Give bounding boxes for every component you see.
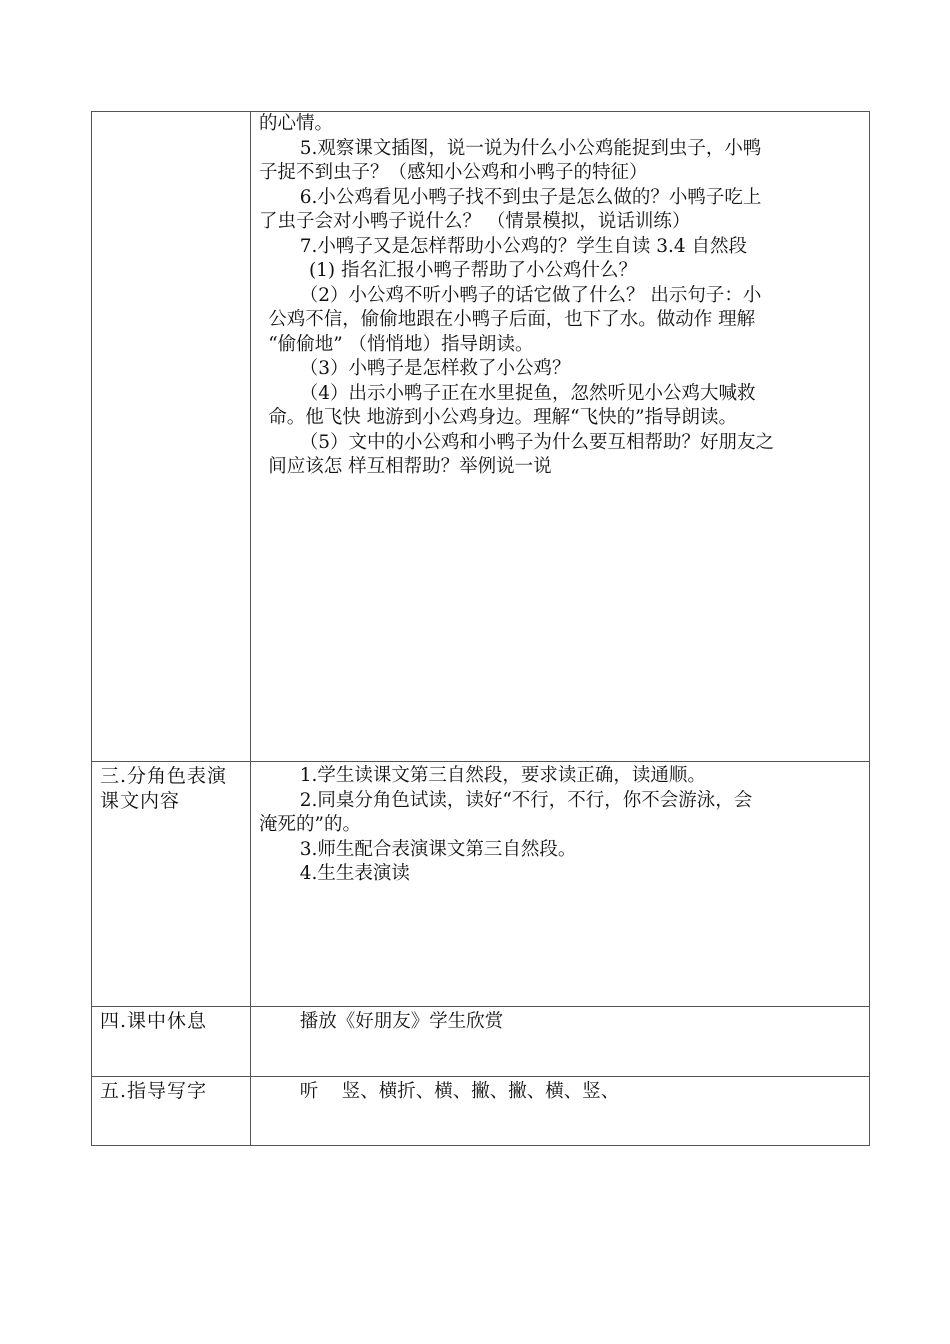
content-line: “偷偷地” （悄悄地）指导朗读。: [268, 333, 534, 355]
content-line: 公鸡不信，偷偷地跟在小鸭子后面，也下了水。做动作 理解: [268, 309, 756, 330]
step-label-cell: 四.课中休息: [92, 1007, 251, 1077]
step-label-cell: [92, 112, 251, 762]
content-line: 4.生生表演读: [299, 863, 410, 884]
content-line: 7.小鸭子又是怎样帮助小公鸡的？学生自读 3.4 自然段: [299, 235, 748, 257]
content-line: 播放《好朋友》学生欣赏: [299, 1011, 504, 1032]
content-line: 了虫子会对小鸭子说什么？ （情景模拟，说话训练）: [259, 211, 691, 232]
content-line: 的心情。: [259, 113, 334, 134]
content-line: 淹死的”的。: [259, 814, 361, 835]
table-row: [92, 1007, 870, 1077]
table-row: [92, 112, 870, 762]
content-line: 2.同桌分角色试读，读好“不行，不行，你不会游泳，会: [299, 789, 753, 811]
lesson-plan-table: [91, 111, 870, 1146]
table-row: [92, 762, 870, 1007]
content-line: （3）小鸭子是怎样救了小公鸡？: [299, 358, 571, 379]
step-label-cell: 五.指导写字: [92, 1077, 251, 1146]
content-line: (1) 指名汇报小鸭子帮助了小公鸡什么？: [308, 260, 638, 281]
content-line: 子捉不到虫子？（感知小公鸡和小鸭子的特征）: [259, 162, 648, 183]
step-content-cell: [251, 762, 870, 1007]
step-label-cell: 三.分角色表演课文内容: [92, 762, 251, 1007]
step-content-cell: [251, 112, 870, 762]
table-row: [92, 1077, 870, 1146]
content-line: （5）文中的小公鸡和小鸭子为什么要互相帮助？好朋友之: [299, 431, 774, 453]
content-line: 间应该怎 样互相帮助？举例说一说: [268, 456, 552, 477]
step-content-cell: [251, 1077, 870, 1146]
content-line: （4）出示小鸭子正在水里捉鱼，忽然听见小公鸡大喊救: [299, 382, 756, 404]
content-line: 命。他飞快 地游到小公鸡身边。理解“飞快的”指导朗读。: [268, 407, 738, 428]
step-content-cell: [251, 1007, 870, 1077]
content-line: 听 竖、横折、横、撇、撇、横、竖、: [299, 1081, 620, 1102]
content-line: 3.师生配合表演课文第三自然段。: [299, 838, 577, 860]
content-line: 6.小公鸡看见小鸭子找不到虫子是怎么做的？小鸭子吃上: [299, 186, 762, 208]
content-line: （2）小公鸡不听小鸭子的话它做了什么？ 出示句子：小: [299, 284, 762, 306]
content-line: 5.观察课文插图，说一说为什么小公鸡能捉到虫子，小鸭: [299, 137, 762, 159]
content-line: 1.学生读课文第三自然段，要求读正确，读通顺。: [299, 765, 706, 786]
